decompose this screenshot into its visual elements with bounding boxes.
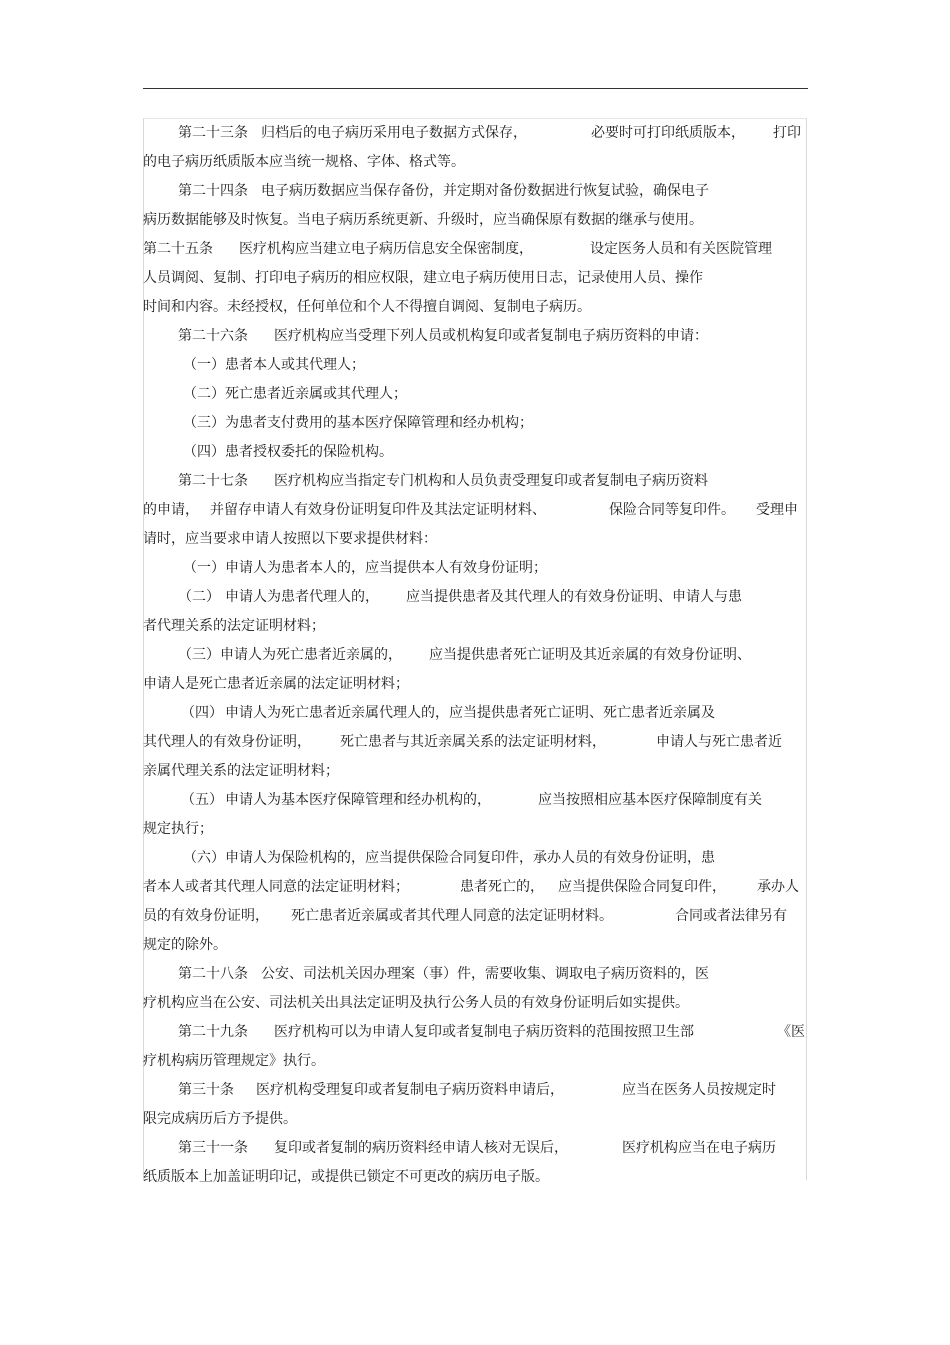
text-line [143,1047,807,1076]
text-segment: 病历数据能够及时恢复。当电子病历系统更新、升级时，应当确保原有数据的继承与使用。 [143,212,703,228]
text-line [143,554,807,583]
text-segment: 申请人为患者代理人的， [225,589,379,605]
text-line [143,438,807,467]
text-segment: 时间和内容。未经授权，任何单位和个人不得擅自调阅、复制电子病历。 [143,299,591,315]
text-line [143,525,807,554]
text-segment: 电子病历数据应当保存备份，并定期对备份数据进行恢复试验，确保电子 [261,183,709,199]
text-segment: 申请人是死亡患者近亲属的法定证明材料； [143,676,409,692]
text-segment: 亲属代理关系的法定证明材料； [143,763,339,779]
text-segment: 应当提供保险合同复印件， [558,879,726,895]
text-segment: 的电子病历纸质版本应当统一规格、字体、格式等。 [143,154,465,170]
text-segment: 员的有效身份证明， [143,908,269,924]
text-line [143,1018,807,1047]
text-segment: 第三十条 [178,1082,234,1098]
text-segment: 患者死亡的， [460,879,544,895]
text-line [143,670,807,699]
text-segment: 医疗机构可以为申请人复印或者复制电子病历资料的范围按照卫生部 [274,1024,694,1040]
text-segment: 疗机构病历管理规定》执行。 [143,1053,325,1069]
text-line [143,612,807,641]
text-segment: 应当提供患者死亡证明及其近亲属的有效身份证明、 [429,647,751,663]
text-line [143,728,807,757]
text-line [143,264,807,293]
text-segment: 设定医务人员和有关医院管理 [590,241,772,257]
text-segment: 规定执行； [143,821,213,837]
text-line [143,351,807,380]
text-line [143,322,807,351]
text-line [143,931,807,960]
text-line [143,1163,807,1192]
text-line [143,902,807,931]
text-segment: （二） [178,589,220,605]
text-line [143,380,807,409]
text-segment: 人员调阅、复制、打印电子病历的相应权限，建立电子病历使用日志，记录使用人员、操作 [143,270,703,286]
text-segment: 《医 [777,1024,805,1040]
text-segment: 纸质版本上加盖证明印记，或提供已锁定不可更改的病历电子版。 [143,1169,549,1185]
text-line [143,641,807,670]
text-line [143,1105,807,1134]
text-line [143,293,807,322]
text-segment: （四） [181,705,223,721]
text-segment: 并留存申请人有效身份证明复印件及其法定证明材料、 [210,502,546,518]
text-line [143,844,807,873]
text-line [143,119,807,148]
text-segment: 医疗机构应当受理下列人员或机构复印或者复制电子病历资料的申请： [274,328,708,344]
text-segment: 医疗机构应当在电子病历 [622,1140,776,1156]
text-segment: 复印或者复制的病历资料经申请人核对无误后， [274,1140,568,1156]
text-segment: 应当在医务人员按规定时 [622,1082,776,1098]
text-segment: 申请人与死亡患者近 [656,734,782,750]
text-line [143,235,807,264]
text-line [143,757,807,786]
text-segment: （三）申请人为死亡患者近亲属的， [178,647,402,663]
text-segment: 规定的除外。 [143,937,227,953]
text-segment: （二）死亡患者近亲属或其代理人； [183,386,407,402]
header-rule [143,88,808,89]
text-line [143,1134,807,1163]
text-segment: 第二十八条 [178,966,248,982]
text-segment: 申请人为基本医疗保障管理和经办机构的， [225,792,491,808]
text-segment: 第二十七条 [178,473,248,489]
text-line [143,699,807,728]
text-line [143,786,807,815]
text-segment: （四）患者授权委托的保险机构。 [183,444,393,460]
text-segment: 死亡患者与其近亲属关系的法定证明材料， [340,734,606,750]
text-segment: 第三十一条 [178,1140,248,1156]
text-segment: 承办人 [757,879,799,895]
text-line [143,815,807,844]
text-segment: 医疗机构应当建立电子病历信息安全保密制度， [239,241,533,257]
text-segment: 应当按照相应基本医疗保障制度有关 [538,792,762,808]
text-segment: （五） [181,792,223,808]
text-segment: 第二十九条 [178,1024,248,1040]
text-segment: 其代理人的有效身份证明， [143,734,311,750]
text-segment: （一）申请人为患者本人的，应当提供本人有效身份证明； [183,560,547,576]
text-segment: 死亡患者近亲属或者其代理人同意的法定证明材料。 [291,908,613,924]
text-line [143,989,807,1018]
text-segment: 医疗机构应当指定专门机构和人员负责受理复印或者复制电子病历资料 [274,473,708,489]
text-segment: （一）患者本人或其代理人； [183,357,365,373]
text-line [143,496,807,525]
text-segment: 者本人或者其代理人同意的法定证明材料； [143,879,409,895]
text-segment: 受理申 [756,502,798,518]
text-segment: 必要时可打印纸质版本， [591,125,745,141]
text-segment: 请时，应当要求申请人按照以下要求提供材料： [143,531,437,547]
text-line [143,177,807,206]
text-segment: 申请人为死亡患者近亲属代理人的，应当提供患者死亡证明、死亡患者近亲属及 [225,705,715,721]
text-segment: 第二十四条 [178,183,248,199]
text-line [143,148,807,177]
text-segment: （六）申请人为保险机构的，应当提供保险合同复印件，承办人员的有效身份证明，患 [183,850,715,866]
text-segment: 保险合同等复印件。 [609,502,735,518]
text-line [143,206,807,235]
text-segment: 归档后的电子病历采用电子数据方式保存， [261,125,527,141]
text-segment: 的申请， [143,502,199,518]
text-segment: 第二十三条 [178,125,248,141]
text-segment: 医疗机构受理复印或者复制电子病历资料申请后， [256,1082,564,1098]
text-line [143,873,807,902]
text-segment: 疗机构应当在公安、司法机关出具法定证明及执行公务人员的有效身份证明后如实提供。 [143,995,689,1011]
text-line [143,467,807,496]
text-segment: 打印 [773,125,801,141]
text-line [143,583,807,612]
text-line [143,1076,807,1105]
document-body [143,119,807,1192]
text-segment: 限完成病历后方予提供。 [143,1111,297,1127]
text-segment: 合同或者法律另有 [675,908,787,924]
text-line [143,409,807,438]
text-segment: 第二十五条 [143,241,213,257]
text-segment: 公安、司法机关因办理案（事）件，需要收集、调取电子病历资料的，医 [261,966,709,982]
text-segment: 第二十六条 [178,328,248,344]
text-segment: （三）为患者支付费用的基本医疗保障管理和经办机构； [183,415,533,431]
text-segment: 应当提供患者及其代理人的有效身份证明、申请人与患 [406,589,742,605]
text-line [143,960,807,989]
text-segment: 者代理关系的法定证明材料； [143,618,325,634]
